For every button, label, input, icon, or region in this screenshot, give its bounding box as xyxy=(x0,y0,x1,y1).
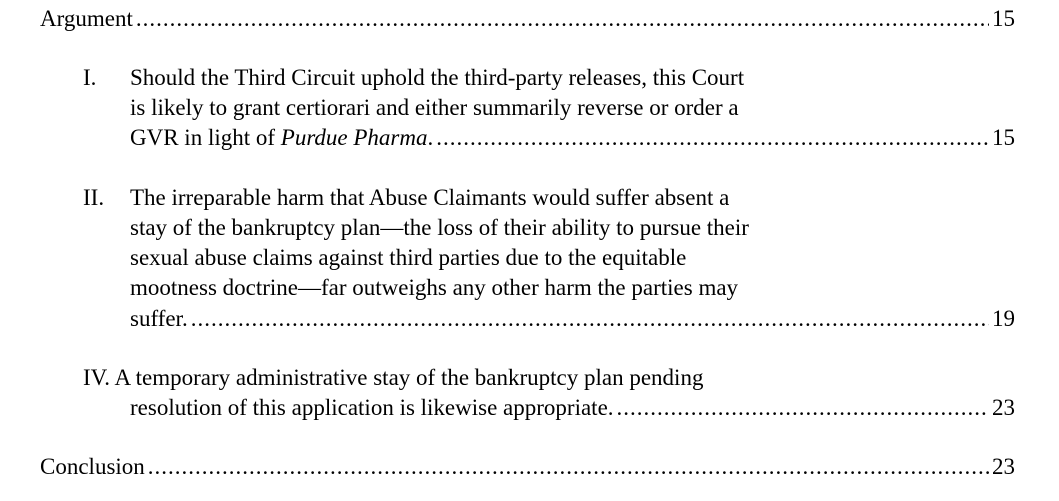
toc-entry-text-line: The irreparable harm that Abuse Claimants would suffer absent a xyxy=(130,185,730,210)
toc-entry-argument[interactable] xyxy=(40,4,1015,34)
toc-page-number: 19 xyxy=(992,306,1015,331)
toc-page-number: 15 xyxy=(992,125,1015,150)
toc-entry-text-line: sexual abuse claims against third parties due to the equitable xyxy=(130,245,687,270)
dot-leader xyxy=(191,304,989,334)
dot-leader xyxy=(436,123,989,153)
case-name-italic: Purdue Pharma xyxy=(280,125,428,150)
toc-page-number: 15 xyxy=(992,6,1015,31)
toc-entry-text-line: mootness doctrine—far outweighs any other harm the parties may xyxy=(130,275,739,300)
toc-entry-last-line xyxy=(130,123,1015,153)
toc-entry-text-line: A temporary administrative stay of the bankruptcy plan pending xyxy=(114,365,704,390)
toc-entry-text-line: is likely to grant certiorari and either summarily reverse or order a xyxy=(130,95,739,120)
toc-page-number: 23 xyxy=(992,454,1015,479)
section-numeral: IV. xyxy=(83,365,111,390)
toc-entry-text-line: Should the Third Circuit uphold the third-party releases, this Court xyxy=(130,65,745,90)
toc-entry-label: Conclusion xyxy=(40,454,145,479)
toc-entry-label: Argument xyxy=(40,6,133,31)
toc-entry-text: resolution of this application is likewise appropriate. xyxy=(130,395,614,420)
toc-entry-text: suffer. xyxy=(130,306,188,331)
toc-entry-first-line xyxy=(83,363,703,393)
section-numeral: I. xyxy=(83,65,97,90)
toc-entry-text-prefix: GVR in light of xyxy=(130,125,281,150)
dot-leader xyxy=(148,452,989,482)
toc-page-number: 23 xyxy=(992,395,1015,420)
dot-leader xyxy=(136,4,989,34)
toc-entry-text xyxy=(130,123,433,153)
dot-leader xyxy=(617,393,989,423)
toc-entry-last-line xyxy=(130,393,1015,423)
toc-entry-last-line xyxy=(130,304,1015,334)
toc-entry-text-line: stay of the bankruptcy plan—the loss of their ability to pursue their xyxy=(130,215,749,240)
toc-entry-text-suffix: . xyxy=(427,125,434,150)
section-numeral: II. xyxy=(83,185,105,210)
toc-entry-conclusion[interactable] xyxy=(40,452,1015,482)
